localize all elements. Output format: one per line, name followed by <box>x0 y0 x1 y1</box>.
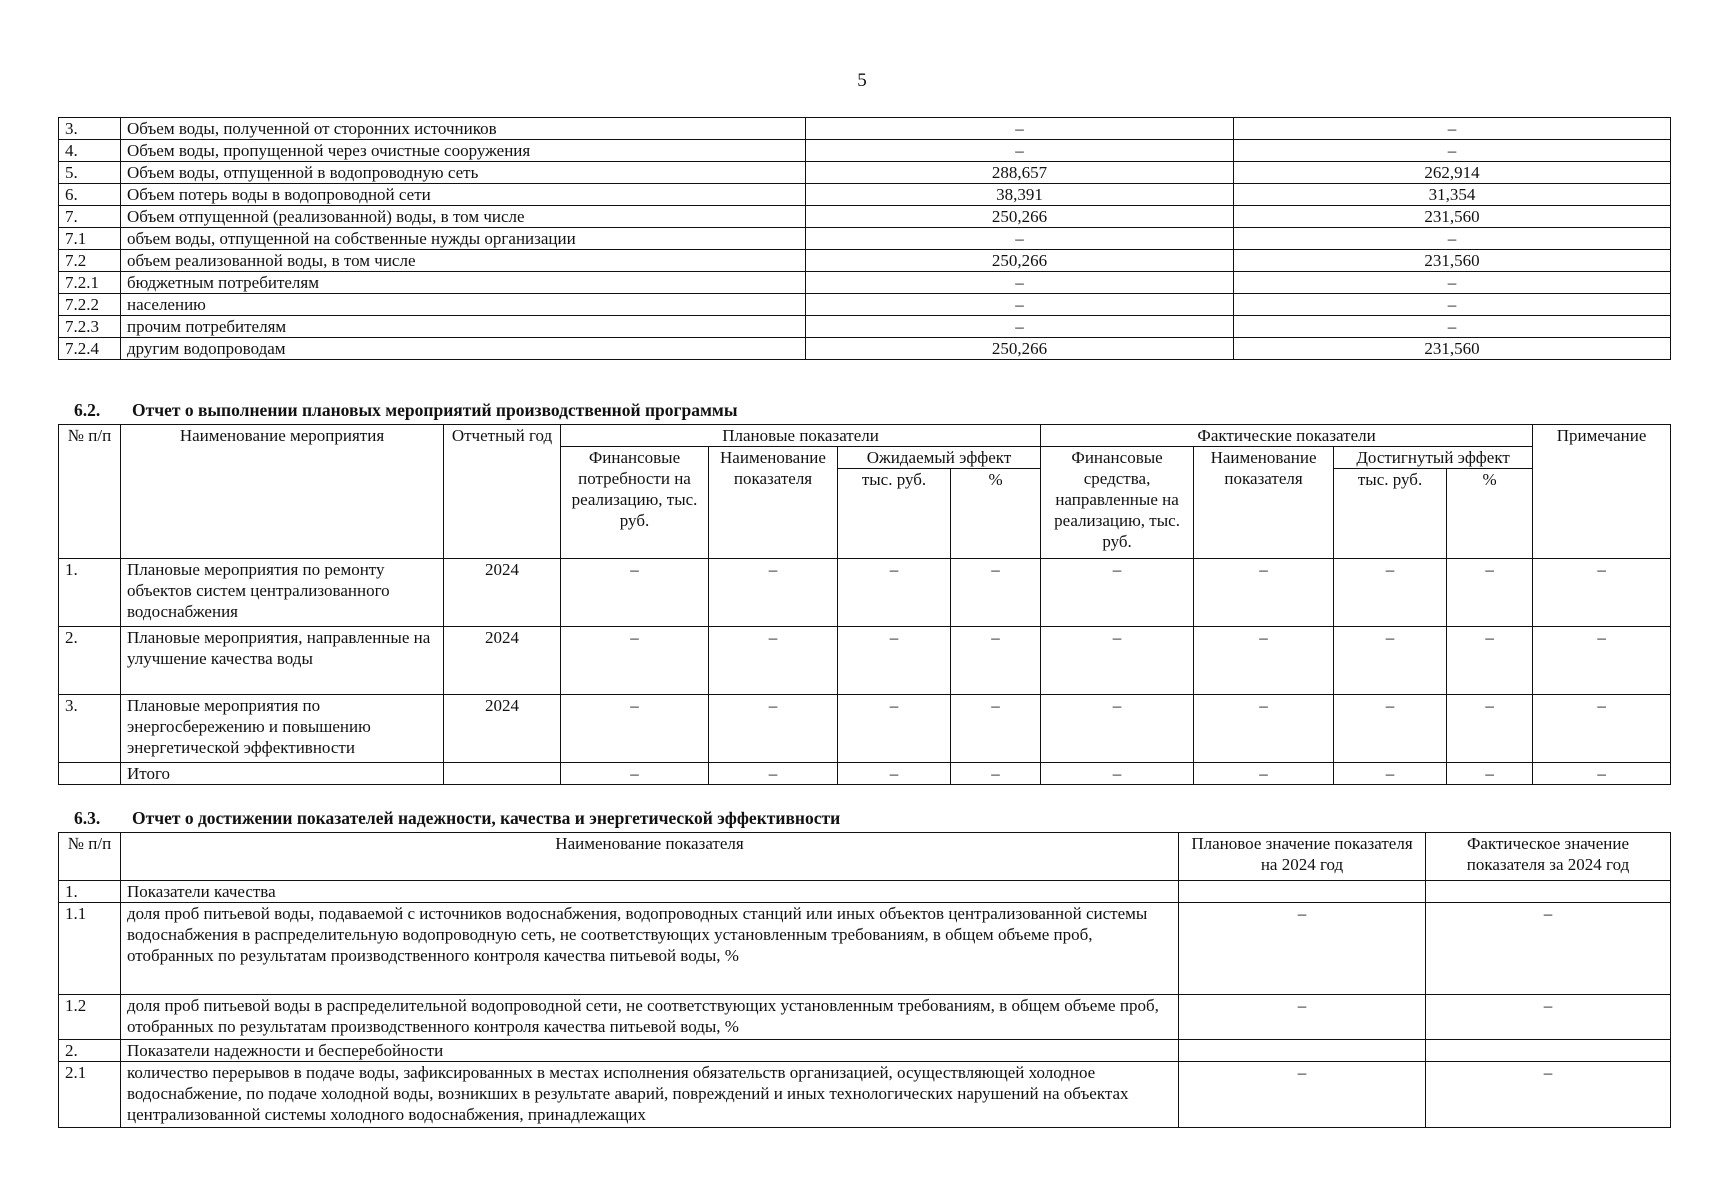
row-plan-value: – <box>806 140 1234 162</box>
row-fact-value: – <box>1234 228 1671 250</box>
empty-value: – <box>561 559 709 627</box>
total-value: – <box>1041 763 1194 785</box>
row-name: бюджетным потребителям <box>121 272 806 294</box>
empty-value: – <box>1447 627 1533 695</box>
empty-value: – <box>1533 695 1671 763</box>
row-name: Объем отпущенной (реализованной) воды, в том числе <box>121 206 806 228</box>
table-row <box>59 338 1671 360</box>
planned-measures-table <box>58 424 1671 785</box>
total-value: – <box>951 763 1041 785</box>
row-plan-value: – <box>806 294 1234 316</box>
report-year: 2024 <box>444 627 561 695</box>
plan-value: – <box>1179 1062 1426 1128</box>
plan-value: – <box>1179 995 1426 1040</box>
row-plan-value: 288,657 <box>806 162 1234 184</box>
row-plan-value: – <box>806 272 1234 294</box>
section-63-title <box>74 808 840 829</box>
empty-value: – <box>1194 627 1334 695</box>
total-value: – <box>1194 763 1334 785</box>
empty-value: – <box>951 559 1041 627</box>
table-row <box>59 1062 1671 1128</box>
row-plan-value: – <box>806 228 1234 250</box>
total-value: – <box>709 763 838 785</box>
row-number: 1. <box>59 881 121 903</box>
empty-value: – <box>1533 559 1671 627</box>
report-year: 2024 <box>444 559 561 627</box>
expected-effect-header: Ожидаемый эффект <box>838 447 1041 469</box>
achieved-effect-header: Достигнутый эффект <box>1334 447 1533 469</box>
fact-value: – <box>1426 1062 1671 1128</box>
table-row <box>59 316 1671 338</box>
total-value: – <box>838 763 951 785</box>
row-number: 7.2.3 <box>59 316 121 338</box>
table-row <box>59 559 1671 627</box>
row-plan-value: – <box>806 118 1234 140</box>
total-value: – <box>561 763 709 785</box>
row-fact-value: – <box>1234 272 1671 294</box>
total-year <box>444 763 561 785</box>
section-62-number: 6.2. <box>74 400 101 420</box>
row-fact-value: – <box>1234 118 1671 140</box>
row-number: 6. <box>59 184 121 206</box>
row-number: 7.2.2 <box>59 294 121 316</box>
table-row <box>59 881 1671 903</box>
fact-value: – <box>1426 995 1671 1040</box>
row-number: 2. <box>59 627 121 695</box>
empty-value: – <box>838 627 951 695</box>
table-row <box>59 162 1671 184</box>
table-row <box>59 903 1671 995</box>
achieved-percent-header: % <box>1447 469 1533 559</box>
total-value: – <box>1334 763 1447 785</box>
table-row <box>59 1040 1671 1062</box>
row-name: Объем воды, отпущенной в водопроводную сеть <box>121 162 806 184</box>
row-number: 7.2.1 <box>59 272 121 294</box>
row-number: 1.2 <box>59 995 121 1040</box>
total-label: Итого <box>121 763 444 785</box>
row-number: 7.1 <box>59 228 121 250</box>
table-row <box>59 294 1671 316</box>
row-number: 3. <box>59 695 121 763</box>
section-62-heading: Отчет о выполнении плановых мероприятий производственной программы <box>132 400 738 420</box>
row-number: 5. <box>59 162 121 184</box>
empty-value: – <box>1334 627 1447 695</box>
empty-value: – <box>1447 559 1533 627</box>
total-num <box>59 763 121 785</box>
table-row <box>59 140 1671 162</box>
table-row <box>59 184 1671 206</box>
row-plan-value: – <box>806 316 1234 338</box>
t3-name-header: Наименование показателя <box>121 833 1179 881</box>
row-name: Объем потерь воды в водопроводной сети <box>121 184 806 206</box>
table-row <box>59 627 1671 695</box>
actual-indicators-header: Фактические показатели <box>1041 425 1533 447</box>
empty-value: – <box>1041 627 1194 695</box>
plan-value <box>1179 881 1426 903</box>
planned-indicators-header: Плановые показатели <box>561 425 1041 447</box>
fact-value <box>1426 881 1671 903</box>
row-name: объем воды, отпущенной на собственные нужды организации <box>121 228 806 250</box>
row-name: другим водопроводам <box>121 338 806 360</box>
table-row <box>59 272 1671 294</box>
row-plan-value: 38,391 <box>806 184 1234 206</box>
indicator-name: количество перерывов в подаче воды, зафиксированных в местах исполнения обязательств организацией, осуществляющей холодное водоснабжение, по подаче холодной воды, возникших в результате аварий, повреждений и иных технологических нарушений на объектах централизованной системы холодного водоснабжения, принадлежащих <box>121 1062 1179 1128</box>
empty-value: – <box>1447 695 1533 763</box>
table-row <box>59 250 1671 272</box>
row-number: 1. <box>59 559 121 627</box>
measure-name: Плановые мероприятия, направленные на улучшение качества воды <box>121 627 444 695</box>
empty-value: – <box>1194 559 1334 627</box>
row-fact-value: 231,560 <box>1234 338 1671 360</box>
fin-need-header: Финансовые потребности на реализацию, тыс. руб. <box>561 447 709 559</box>
achieved-thousand-rub-header: тыс. руб. <box>1334 469 1447 559</box>
indicator-name: доля проб питьевой воды, подаваемой с источников водоснабжения, водопроводных станций или иных объектов централизованной системы водоснабжения в распределительную водопроводную сеть, не соответствующих установленным требованиям, в общем объеме проб, отобранных по результатам производственного контроля качества питьевой воды, % <box>121 903 1179 995</box>
empty-value: – <box>709 559 838 627</box>
indicator-name: доля проб питьевой воды в распределительной водопроводной сети, не соответствующих установленным требованиям, в общем объеме проб, отобранных по результатам производственного контроля качества питьевой воды, % <box>121 995 1179 1040</box>
row-name: прочим потребителям <box>121 316 806 338</box>
row-name: объем реализованной воды, в том числе <box>121 250 806 272</box>
indicator-name-header: Наименование показателя <box>709 447 838 559</box>
empty-value: – <box>561 627 709 695</box>
table-row <box>59 695 1671 763</box>
row-name: населению <box>121 294 806 316</box>
empty-value: – <box>951 695 1041 763</box>
section-63-heading: Отчет о достижении показателей надежности, качества и энергетической эффективности <box>132 808 841 828</box>
row-number: 1.1 <box>59 903 121 995</box>
row-plan-value: 250,266 <box>806 206 1234 228</box>
indicator-name: Показатели качества <box>121 881 1179 903</box>
section-63-number: 6.3. <box>74 808 101 828</box>
empty-value: – <box>561 695 709 763</box>
row-fact-value: – <box>1234 316 1671 338</box>
empty-value: – <box>709 627 838 695</box>
empty-value: – <box>951 627 1041 695</box>
measure-name: Плановые мероприятия по энергосбережению и повышению энергетической эффективности <box>121 695 444 763</box>
page-number: 5 <box>857 70 867 91</box>
empty-value: – <box>838 695 951 763</box>
reliability-indicators-table <box>58 832 1671 1128</box>
empty-value: – <box>1334 559 1447 627</box>
table-row <box>59 118 1671 140</box>
fact-value <box>1426 1040 1671 1062</box>
row-fact-value: 231,560 <box>1234 206 1671 228</box>
section-62-title <box>74 400 737 421</box>
empty-value: – <box>1194 695 1334 763</box>
expected-percent-header: % <box>951 469 1041 559</box>
note-header: Примечание <box>1533 425 1671 559</box>
table-row <box>59 206 1671 228</box>
total-value: – <box>1447 763 1533 785</box>
table-row <box>59 228 1671 250</box>
row-fact-value: 262,914 <box>1234 162 1671 184</box>
row-number: 7. <box>59 206 121 228</box>
table-row <box>59 995 1671 1040</box>
empty-value: – <box>1041 559 1194 627</box>
fact-value: – <box>1426 903 1671 995</box>
row-number: 3. <box>59 118 121 140</box>
indicator-name-header-2: Наименование показателя <box>1194 447 1334 559</box>
indicator-name: Показатели надежности и бесперебойности <box>121 1040 1179 1062</box>
t3-plan-header: Плановое значение показателя на 2024 год <box>1179 833 1426 881</box>
t3-fact-header: Фактическое значение показателя за 2024 год <box>1426 833 1671 881</box>
row-fact-value: – <box>1234 140 1671 162</box>
row-number: 4. <box>59 140 121 162</box>
t3-num-header: № п/п <box>59 833 121 881</box>
water-balance-table <box>58 117 1671 360</box>
measure-name: Плановые мероприятия по ремонту объектов систем централизованного водоснабжения <box>121 559 444 627</box>
row-number: 7.2.4 <box>59 338 121 360</box>
row-plan-value: 250,266 <box>806 338 1234 360</box>
empty-value: – <box>709 695 838 763</box>
row-plan-value: 250,266 <box>806 250 1234 272</box>
row-number: 2. <box>59 1040 121 1062</box>
plan-value <box>1179 1040 1426 1062</box>
plan-value: – <box>1179 903 1426 995</box>
empty-value: – <box>1041 695 1194 763</box>
row-name: Объем воды, пропущенной через очистные сооружения <box>121 140 806 162</box>
empty-value: – <box>838 559 951 627</box>
row-number: 7.2 <box>59 250 121 272</box>
report-year: 2024 <box>444 695 561 763</box>
expected-thousand-rub-header: тыс. руб. <box>838 469 951 559</box>
col-num-header: № п/п <box>59 425 121 559</box>
empty-value: – <box>1334 695 1447 763</box>
total-value: – <box>1533 763 1671 785</box>
row-number: 2.1 <box>59 1062 121 1128</box>
row-fact-value: 231,560 <box>1234 250 1671 272</box>
row-name: Объем воды, полученной от сторонних источников <box>121 118 806 140</box>
col-year-header: Отчетный год <box>444 425 561 559</box>
row-fact-value: – <box>1234 294 1671 316</box>
total-row <box>59 763 1671 785</box>
fin-spent-header: Финансовые средства, направленные на реализацию, тыс. руб. <box>1041 447 1194 559</box>
empty-value: – <box>1533 627 1671 695</box>
col-name-header: Наименование мероприятия <box>121 425 444 559</box>
row-fact-value: 31,354 <box>1234 184 1671 206</box>
